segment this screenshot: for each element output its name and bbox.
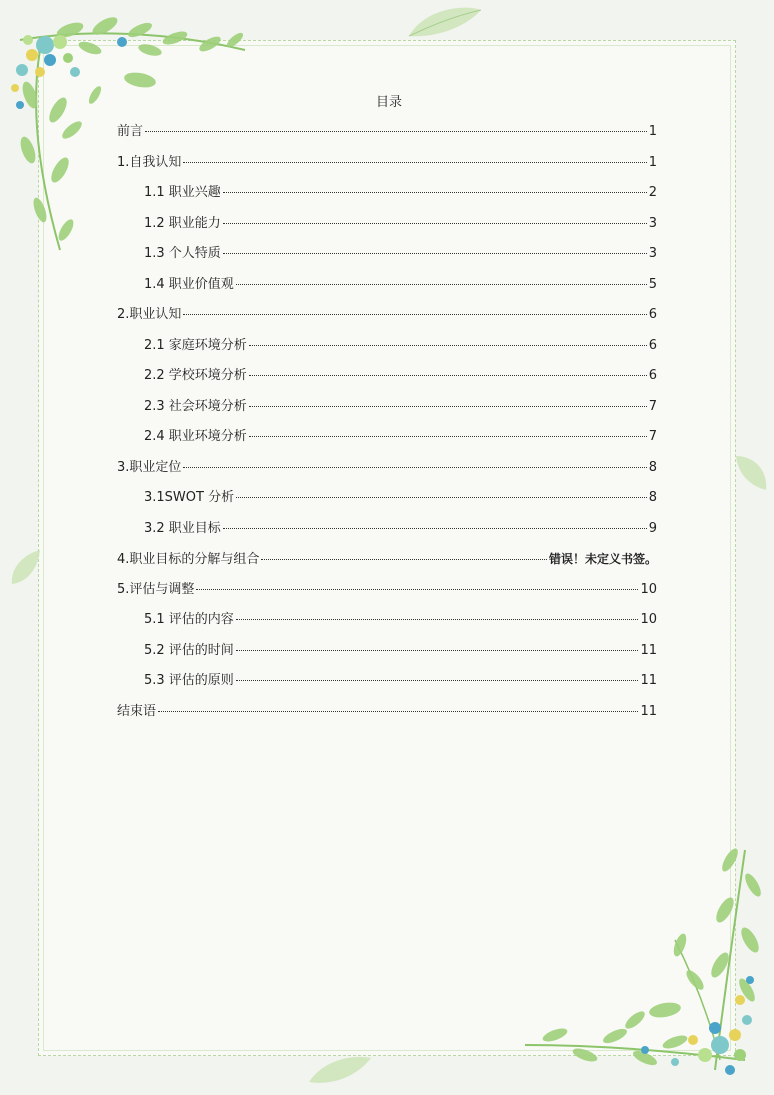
toc-page-number: 6 <box>648 368 657 383</box>
leaf-icon <box>305 1052 375 1088</box>
toc-entry-label: 1.4 职业价值观 <box>144 276 234 292</box>
toc-entry[interactable] <box>117 361 657 392</box>
toc-dot-leader <box>236 497 647 498</box>
toc-entry[interactable] <box>117 636 657 667</box>
toc-entry[interactable] <box>117 270 657 301</box>
toc-dot-leader <box>183 162 646 163</box>
toc-entry-label: 2.2 学校环境分析 <box>144 368 247 383</box>
toc-dot-leader <box>223 528 647 529</box>
toc-dot-leader <box>249 436 647 437</box>
toc-entry-label: 1.3 个人特质 <box>144 246 221 261</box>
toc-entry[interactable] <box>117 331 657 362</box>
table-of-contents <box>117 92 657 727</box>
toc-entry-label: 前言 <box>117 124 144 139</box>
toc-entry[interactable] <box>117 422 657 453</box>
toc-dot-leader <box>223 253 647 254</box>
toc-entry-label: 5.2 评估的时间 <box>144 642 234 658</box>
toc-dot-leader <box>236 680 639 681</box>
toc-page-number: 6 <box>648 337 657 353</box>
toc-dot-leader <box>183 314 646 315</box>
toc-entry-label: 3.1SWOT 分析 <box>144 490 235 505</box>
toc-dot-leader <box>249 406 647 407</box>
toc-entry[interactable] <box>117 117 657 148</box>
toc-entry[interactable] <box>117 514 657 545</box>
toc-page-number: 1 <box>648 154 657 170</box>
toc-entry[interactable] <box>117 178 657 209</box>
toc-dot-leader <box>223 223 647 224</box>
toc-entry[interactable] <box>117 666 657 697</box>
toc-title: 目录 <box>375 95 402 110</box>
toc-dot-leader <box>236 650 639 651</box>
toc-page-number: 11 <box>640 642 657 658</box>
toc-entry[interactable] <box>117 392 657 423</box>
toc-page-number: 5 <box>648 276 657 292</box>
toc-entry-label: 2.3 社会环境分析 <box>144 398 247 414</box>
toc-entry[interactable] <box>117 209 657 240</box>
toc-entry[interactable] <box>117 148 657 179</box>
toc-dot-leader <box>236 619 639 620</box>
leaf-icon <box>405 4 485 40</box>
leaf-icon <box>734 452 770 494</box>
toc-entry[interactable] <box>117 697 657 728</box>
toc-page-number: 2 <box>648 185 657 200</box>
toc-dot-leader <box>145 131 647 132</box>
toc-entry[interactable] <box>117 605 657 636</box>
toc-entry-label: 1.2 职业能力 <box>144 215 221 231</box>
toc-dot-leader <box>183 467 646 468</box>
toc-page-number: 8 <box>648 490 657 505</box>
toc-entry-label: 1.自我认知 <box>117 154 182 170</box>
toc-dot-leader <box>249 375 647 376</box>
toc-page-number: 1 <box>648 124 657 139</box>
toc-dot-leader <box>158 711 638 712</box>
toc-page-number: 3 <box>648 246 657 261</box>
toc-dot-leader <box>236 284 647 285</box>
toc-entry-label: 2.1 家庭环境分析 <box>144 337 247 353</box>
toc-dot-leader <box>261 559 547 560</box>
toc-entry[interactable] <box>117 544 657 575</box>
toc-page-number: 9 <box>648 520 657 536</box>
toc-entry[interactable] <box>117 300 657 331</box>
toc-page-number: 10 <box>640 612 657 627</box>
toc-bookmark-error: 错误！未定义书签。 <box>548 552 657 566</box>
toc-entry-label: 1.1 职业兴趣 <box>144 185 221 200</box>
toc-entry-label: 2.4 职业环境分析 <box>144 429 247 444</box>
toc-entry[interactable] <box>117 483 657 514</box>
leaf-icon <box>8 548 44 588</box>
toc-entry-label: 2.职业认知 <box>117 307 182 322</box>
toc-dot-leader <box>196 589 638 590</box>
toc-dot-leader <box>223 192 647 193</box>
toc-entry-label: 4.职业目标的分解与组合 <box>117 552 260 567</box>
toc-page-number: 3 <box>648 215 657 231</box>
toc-page-number: 6 <box>648 307 657 322</box>
toc-dot-leader <box>249 345 647 346</box>
toc-entry[interactable] <box>117 453 657 484</box>
toc-entry-label: 5.1 评估的内容 <box>144 612 234 627</box>
toc-entry[interactable] <box>117 239 657 270</box>
toc-entry-label: 结束语 <box>117 703 157 719</box>
toc-entry-label: 3.职业定位 <box>117 459 182 475</box>
toc-page-number: 7 <box>648 398 657 414</box>
toc-entry-label: 5.评估与调整 <box>117 581 195 597</box>
leaf-vine-bottom-right-icon <box>515 830 774 1095</box>
toc-page-number: 10 <box>640 581 657 597</box>
toc-page-number: 11 <box>640 703 657 719</box>
toc-page-number: 11 <box>640 673 657 688</box>
toc-entry[interactable] <box>117 575 657 606</box>
toc-entry-label: 3.2 职业目标 <box>144 520 221 536</box>
toc-list <box>117 117 657 727</box>
toc-page-number: 7 <box>648 429 657 444</box>
toc-entry-label: 5.3 评估的原则 <box>144 673 234 688</box>
toc-page-number: 8 <box>648 459 657 475</box>
